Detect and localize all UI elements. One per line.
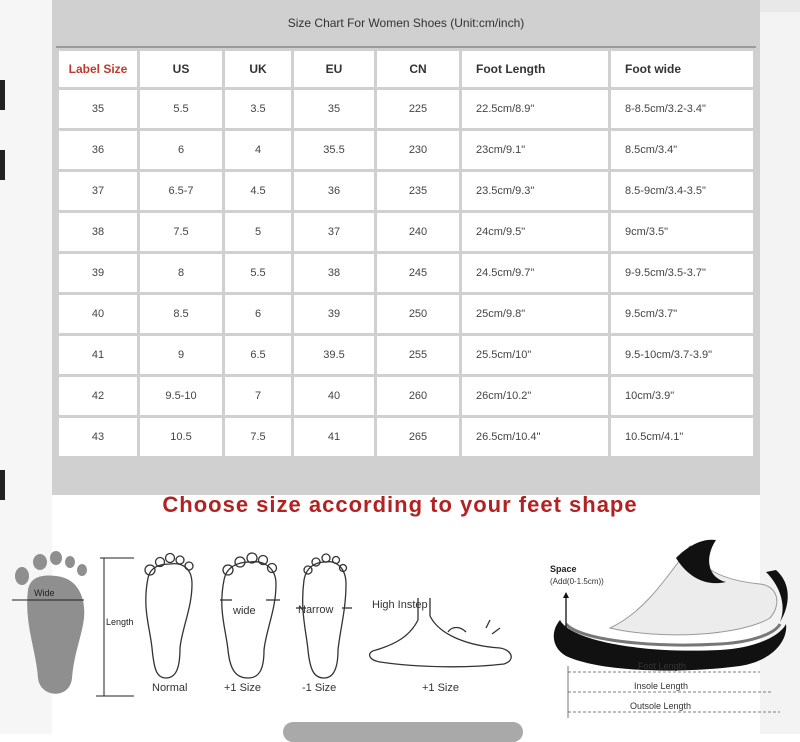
table-row xyxy=(59,295,753,333)
table-row xyxy=(59,172,753,210)
edge-mark xyxy=(0,150,5,180)
table-cell: 235 xyxy=(377,172,459,210)
table-cell: 7.5 xyxy=(225,418,291,456)
narrow-foot-icon xyxy=(296,554,352,678)
table-cell: 23cm/9.1" xyxy=(462,131,608,169)
normal-foot-icon xyxy=(145,554,193,679)
table-row xyxy=(59,131,753,169)
table-header-row xyxy=(59,51,753,87)
label-high-instep: High Instep xyxy=(372,599,428,611)
table-cell: 43 xyxy=(59,418,137,456)
table-cell: 5 xyxy=(225,213,291,251)
label-outsole-length: Outsole Length xyxy=(630,701,692,711)
table-cell: 9-9.5cm/3.5-3.7" xyxy=(611,254,753,292)
table-cell: 40 xyxy=(294,377,374,415)
table-cell: 36 xyxy=(294,172,374,210)
caption-narrow: -1 Size xyxy=(302,682,337,694)
header-uk: UK xyxy=(225,51,291,87)
foot-shape-diagram xyxy=(0,528,800,734)
shoe-cross-section-icon xyxy=(554,540,788,718)
table-cell: 26.5cm/10.4" xyxy=(462,418,608,456)
size-table xyxy=(56,48,756,459)
table-cell: 5.5 xyxy=(225,254,291,292)
table-cell: 23.5cm/9.3" xyxy=(462,172,608,210)
table-cell: 25cm/9.8" xyxy=(462,295,608,333)
table-cell: 41 xyxy=(294,418,374,456)
table-cell: 38 xyxy=(59,213,137,251)
table-cell: 37 xyxy=(59,172,137,210)
header-foot-length: Foot Length xyxy=(462,51,608,87)
table-cell: 10.5 xyxy=(140,418,222,456)
table-cell: 5.5 xyxy=(140,90,222,128)
table-cell: 245 xyxy=(377,254,459,292)
size-chart xyxy=(52,0,760,495)
table-cell: 35 xyxy=(294,90,374,128)
caption-normal: Normal xyxy=(152,682,188,694)
table-cell: 6.5 xyxy=(225,336,291,374)
caption-high-instep: +1 Size xyxy=(422,682,459,694)
table-cell: 10cm/3.9" xyxy=(611,377,753,415)
table-cell: 255 xyxy=(377,336,459,374)
table-cell: 24cm/9.5" xyxy=(462,213,608,251)
table-cell: 8.5-9cm/3.4-3.5" xyxy=(611,172,753,210)
table-cell: 37 xyxy=(294,213,374,251)
table-cell: 265 xyxy=(377,418,459,456)
table-cell: 22.5cm/8.9" xyxy=(462,90,608,128)
table-row xyxy=(59,336,753,374)
table-cell: 9.5cm/3.7" xyxy=(611,295,753,333)
table-cell: 6 xyxy=(140,131,222,169)
table-cell: 9.5-10 xyxy=(140,377,222,415)
table-cell: 41 xyxy=(59,336,137,374)
edge-mark xyxy=(0,80,5,110)
table-cell: 39 xyxy=(59,254,137,292)
table-cell: 8.5cm/3.4" xyxy=(611,131,753,169)
header-eu: EU xyxy=(294,51,374,87)
label-foot-length: Foot Length xyxy=(638,661,687,671)
table-cell: 225 xyxy=(377,90,459,128)
table-cell: 240 xyxy=(377,213,459,251)
label-wide-foot: wide xyxy=(233,605,256,617)
table-cell: 40 xyxy=(59,295,137,333)
table-cell: 260 xyxy=(377,377,459,415)
table-cell: 4.5 xyxy=(225,172,291,210)
table-cell: 10.5cm/4.1" xyxy=(611,418,753,456)
table-cell: 38 xyxy=(294,254,374,292)
caption-wide: +1 Size xyxy=(224,682,261,694)
table-row xyxy=(59,90,753,128)
label-length: Length xyxy=(106,617,134,627)
table-cell: 6 xyxy=(225,295,291,333)
table-cell: 36 xyxy=(59,131,137,169)
table-cell: 3.5 xyxy=(225,90,291,128)
table-cell: 250 xyxy=(377,295,459,333)
table-cell: 35 xyxy=(59,90,137,128)
table-cell: 4 xyxy=(225,131,291,169)
table-cell: 230 xyxy=(377,131,459,169)
table-row xyxy=(59,254,753,292)
header-cn: CN xyxy=(377,51,459,87)
table-cell: 39.5 xyxy=(294,336,374,374)
headline: Choose size according to your feet shape xyxy=(162,492,638,517)
table-cell: 9 xyxy=(140,336,222,374)
table-cell: 8 xyxy=(140,254,222,292)
bottom-scroll-handle[interactable] xyxy=(283,722,523,742)
table-cell: 7.5 xyxy=(140,213,222,251)
table-cell: 8.5 xyxy=(140,295,222,333)
label-insole-length: Insole Length xyxy=(634,681,689,691)
table-cell: 39 xyxy=(294,295,374,333)
table-cell: 24.5cm/9.7" xyxy=(462,254,608,292)
label-narrow-foot: Narrow xyxy=(298,604,334,616)
table-cell: 6.5-7 xyxy=(140,172,222,210)
header-us: US xyxy=(140,51,222,87)
label-space-note: (Add(0-1.5cm)) xyxy=(550,577,604,586)
foot-diagram-svg xyxy=(0,528,800,734)
size-chart-title: Size Chart For Women Shoes (Unit:cm/inch) xyxy=(56,0,756,48)
table-cell: 42 xyxy=(59,377,137,415)
table-cell: 7 xyxy=(225,377,291,415)
table-cell: 9cm/3.5" xyxy=(611,213,753,251)
label-space: Space xyxy=(550,564,577,574)
table-cell: 25.5cm/10" xyxy=(462,336,608,374)
table-row xyxy=(59,213,753,251)
table-row xyxy=(59,377,753,415)
table-cell: 9.5-10cm/3.7-3.9" xyxy=(611,336,753,374)
table-row xyxy=(59,418,753,456)
header-label-size: Label Size xyxy=(59,51,137,87)
label-wide: Wide xyxy=(34,588,55,598)
table-cell: 8-8.5cm/3.2-3.4" xyxy=(611,90,753,128)
table-cell: 26cm/10.2" xyxy=(462,377,608,415)
header-foot-wide: Foot wide xyxy=(611,51,753,87)
table-cell: 35.5 xyxy=(294,131,374,169)
